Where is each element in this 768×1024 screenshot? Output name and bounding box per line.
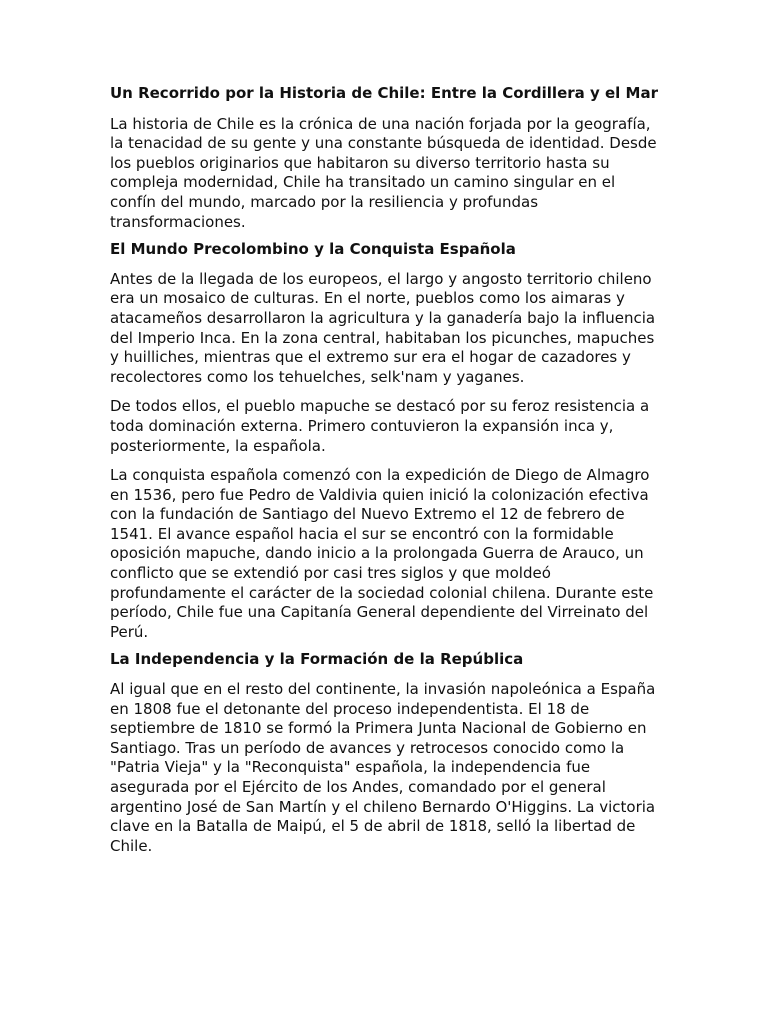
intro-paragraph: La historia de Chile es la crónica de una nación forjada por la geografía, la tenacidad de su gente y una constante búsqueda de identidad. Desde los pueblos originarios que habitaron su diverso territorio hasta su compleja modernidad, Chile ha transitado un camino singular en el confín del mundo, marcado por la resiliencia y profundas transformaciones. <box>110 114 657 231</box>
paragraph-spanish-conquest: La conquista española comenzó con la expedición de Diego de Almagro en 1536, pero fue Pedro de Valdivia quien inició la colonización efectiva con la fundación de Santiago del Nuevo Extremo el 12 de febrero de 1541. El avance español hacia el sur se encontró con la formidable oposición mapuche, dando inicio a la prolongada Guerra de Arauco, un conflicto que se extendió por casi tres siglos y que moldeó profundamente el carácter de la sociedad colonial chilena. Durante este período, Chile fue una Capitanía General dependiente del Virreinato del Perú. <box>110 466 654 641</box>
section-heading-precolombino: El Mundo Precolombino y la Conquista Española <box>110 240 516 259</box>
paragraph-precolombino-cultures: Antes de la llegada de los europeos, el largo y angosto territorio chileno era un mosaico de culturas. En el norte, pueblos como los aimaras y atacameños desarrollaron la agricultura y la ganadería bajo la influencia del Imperio Inca. En la zona central, habitaban los picunches, mapuches y huilliches, mientras que el extremo sur era el hogar de cazadores y recolectores como los tehuelches, selk'nam y yaganes. <box>110 269 656 386</box>
paragraph-mapuche-resistance: De todos ellos, el pueblo mapuche se destacó por su feroz resistencia a toda dominación externa. Primero contuvieron la expansión inca y, posteriormente, la española. <box>110 397 650 455</box>
document-page <box>110 84 662 856</box>
paragraph-independence: Al igual que en el resto del continente, la invasión napoleónica a España en 1808 fue el detonante del proceso independentista. El 18 de septiembre de 1810 se formó la Primera Junta Nacional de Gobierno en Santiago. Tras un período de avances y retrocesos conocido como la "Patria Vieja" y la "Reconquista" española, la independencia fue asegurada por el Ejército de los Andes, comandado por el general argentino José de San Martín y el chileno Bernardo O'Higgins. La victoria clave en la Batalla de Maipú, el 5 de abril de 1818, selló la libertad de Chile. <box>110 680 656 855</box>
section-heading-independencia: La Independencia y la Formación de la República <box>110 650 524 669</box>
document-title: Un Recorrido por la Historia de Chile: Entre la Cordillera y el Mar <box>110 84 658 102</box>
